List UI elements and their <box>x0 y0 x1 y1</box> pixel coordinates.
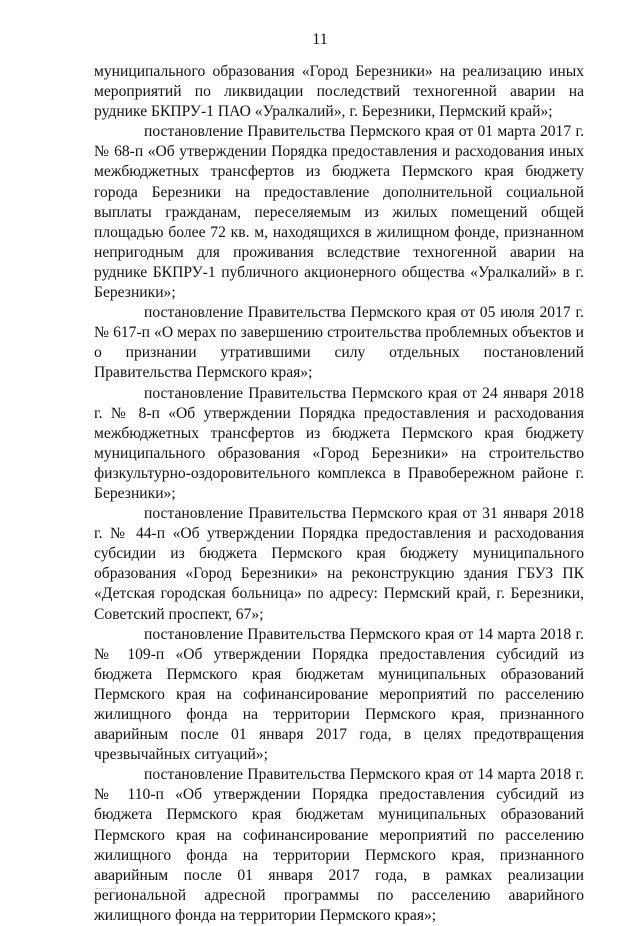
paragraph-resolution-617p: постановление Правительства Пермского края от 05 июля 2017 г. № 617-п «О мерах по завершению строительства проблемных объектов и о признании утратившими силу отдельных постановлений Правительства Пермского края»; <box>94 304 584 382</box>
paragraph-resolution-109p: постановление Правительства Пермского края от 14 марта 2018 г. № 109-п «Об утверждении Порядка предоставления субсидий из бюджета Пермского края бюджетам муниципальных образований Пермского края на софинансирование мероприятий по расселению жилищного фонда на территории Пермского края, признанного аварийным после 01 января 2017 года, в целях предотвращения чрезвычайных ситуаций»; <box>94 625 584 764</box>
paragraph-resolution-44p: постановление Правительства Пермского края от 31 января 2018 г. № 44-п «Об утверждении Порядка предоставления и расходования субсидии из бюджета Пермского края бюджету муниципального образования «Город Березники» на реконструкцию здания ГБУЗ ПК «Детская городская больница» по адресу: Пермский край, г. Березники, Советский проспект, 67»; <box>94 505 584 623</box>
page-number: 11 <box>312 31 328 48</box>
paragraph-resolution-8p: постановление Правительства Пермского края от 24 января 2018 г. № 8-п «Об утверждении Порядка предоставления и расходования межбюджетных трансфертов из бюджета Пермского края бюджету муниципального образования «Город Березники» на строительство физкультурно-оздоровительного комплекса в Правобережном районе г. Березники»; <box>94 384 584 502</box>
scan-artifact <box>96 888 116 890</box>
paragraph-resolution-68p: постановление Правительства Пермского края от 01 марта 2017 г. № 68-п «Об утверждении Порядка предоставления и расходования иных межбюджетных трансфертов из бюджета Пермского края бюджету города Березники на предоставление дополнительной социальной выплаты гражданам, переселяемым из жилых помещений общей площадью более 72 кв. м, находящихся в жилищном фонде, признанном непригодным для проживания вследствие техногенной аварии на руднике БКПРУ-1 публичного акционерного общества «Уралкалий» в г. Березники»; <box>94 123 584 302</box>
document-body <box>94 62 584 926</box>
paragraph-resolution-110p: постановление Правительства Пермского края от 14 марта 2018 г. № 110-п «Об утверждении Порядка предоставления субсидий из бюджета Пермского края бюджетам муниципальных образований Пермского края на софинансирование мероприятий по расселению жилищного фонда на территории Пермского края, признанного аварийным после 01 января 2017 года, в рамках реализации региональной адресной программы по расселению аварийного жилищного фонда на территории Пермского края»; <box>94 766 584 924</box>
paragraph-continuation: муниципального образования «Город Березники» на реализацию иных мероприятий по ликвидации последствий техногенной аварии на руднике БКПРУ-1 ПАО «Уралкалий», г. Березники, Пермский край»; <box>94 63 584 121</box>
